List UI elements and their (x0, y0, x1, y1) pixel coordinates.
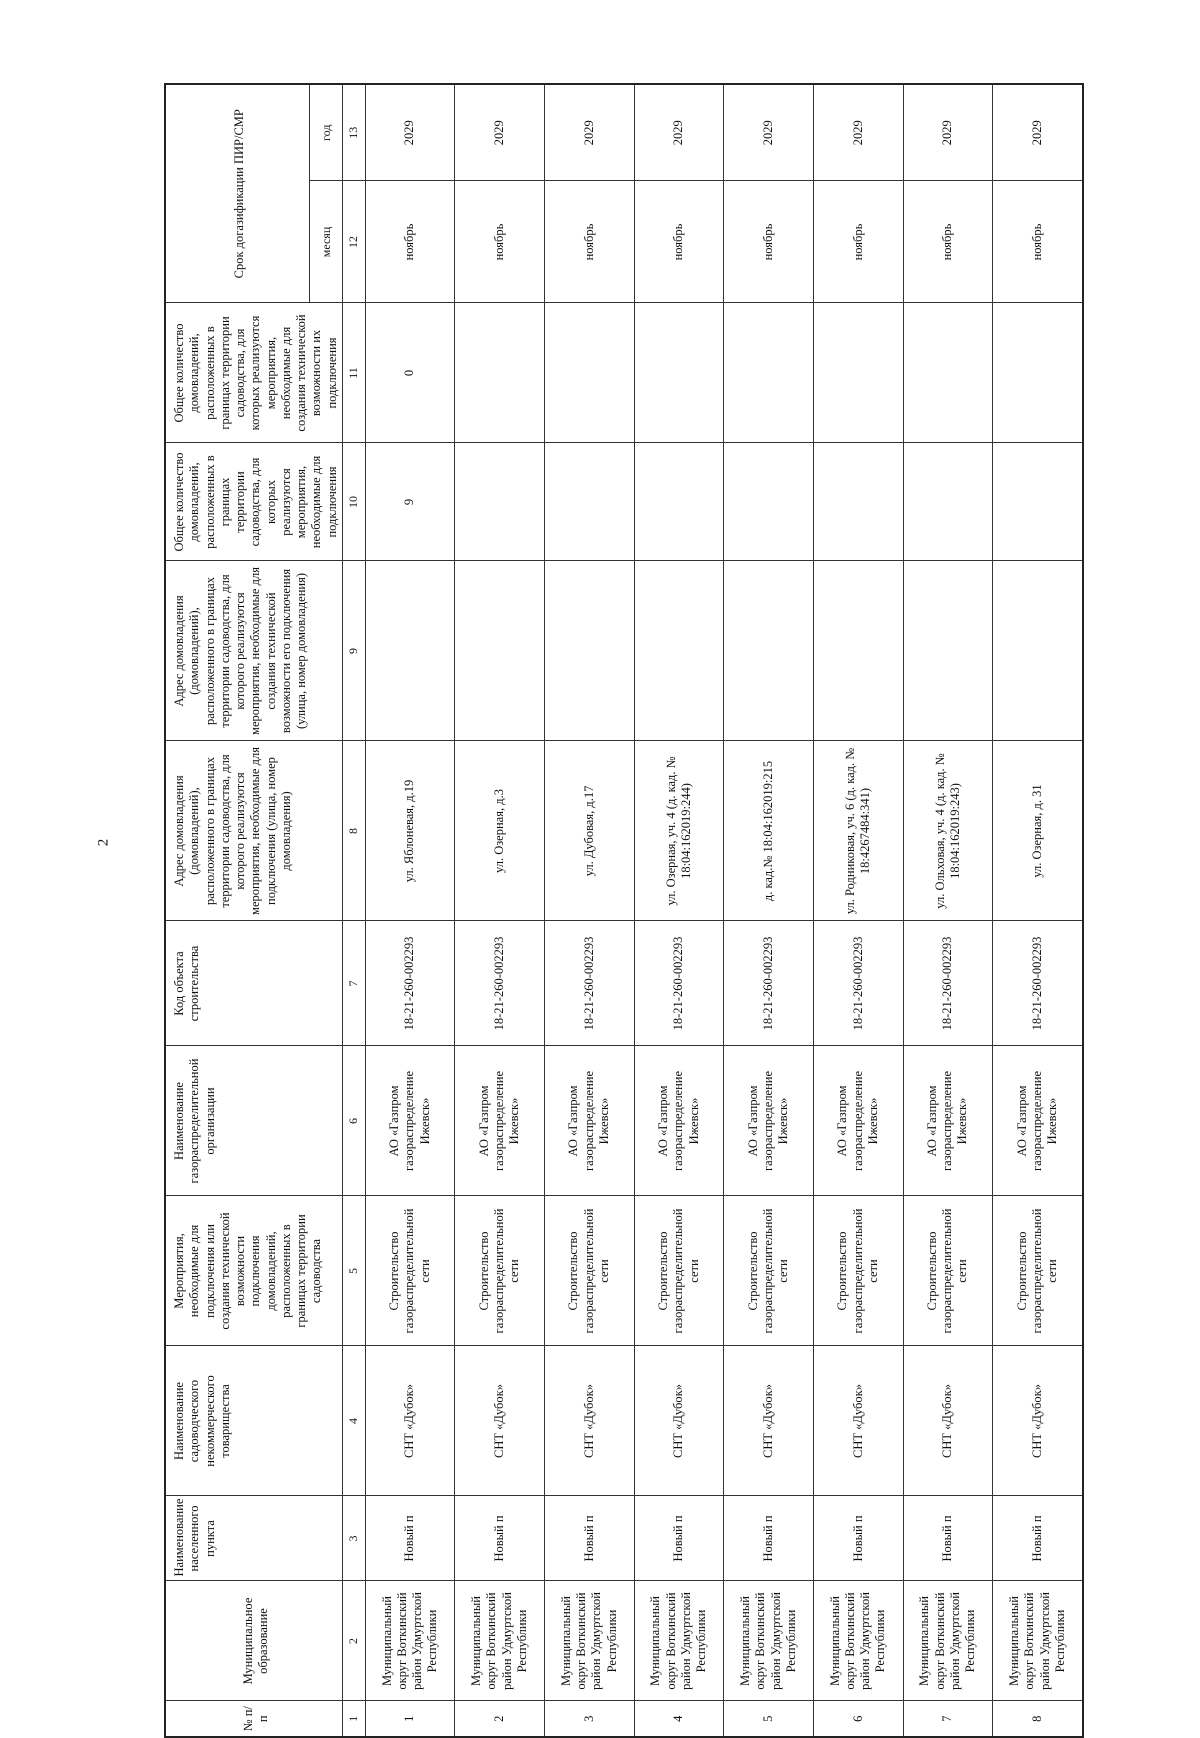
row-number: 1 (365, 1701, 455, 1737)
header-count-capability: Общее количество домовладений, расположенных в границах территории садоводства, для которых реализуются мероприятия, необходимые для создания технической возможности их подключения (165, 303, 342, 443)
row-address-connection: ул. Родниковая, уч. 6 (д. кад. № 18:4267484:341) (813, 741, 903, 921)
column-number: 3 (342, 1496, 365, 1581)
row-address-capability (545, 561, 635, 741)
row-month: ноябрь (365, 181, 455, 303)
row-month: ноябрь (634, 181, 724, 303)
row-month: ноябрь (545, 181, 635, 303)
row-year: 2029 (903, 84, 993, 181)
row-count-capability (634, 303, 724, 443)
column-number: 11 (342, 303, 365, 443)
row-gas-org: АО «Газпром газораспределение Ижевск» (903, 1046, 993, 1196)
row-settlement: Новый п (903, 1496, 993, 1581)
row-year: 2029 (455, 84, 545, 181)
header-measures: Мероприятия, необходимые для подключения или создания технической возможности подключения домовладений, расположенных в границах территории садоводства (165, 1196, 342, 1346)
row-settlement: Новый п (634, 1496, 724, 1581)
table-row (903, 84, 993, 1737)
table-row (634, 84, 724, 1737)
row-snt: СНТ «Дубок» (813, 1346, 903, 1496)
row-measure: Строительство газораспределительной сети (903, 1196, 993, 1346)
row-address-connection: ул. Яблоневая, д.19 (365, 741, 455, 921)
row-gas-org: АО «Газпром газораспределение Ижевск» (724, 1046, 814, 1196)
row-address-connection: ул. Озерная, уч. 4 (д. кад. № 18:04:162019:244) (634, 741, 724, 921)
gasification-table (164, 83, 1084, 1738)
row-address-capability (993, 561, 1083, 741)
row-address-connection: ул. Ольховая, уч. 4 (д. кад. № 18:04:162019:243) (903, 741, 993, 921)
row-settlement: Новый п (813, 1496, 903, 1581)
row-gas-org: АО «Газпром газораспределение Ижевск» (813, 1046, 903, 1196)
row-count-connection (634, 443, 724, 561)
row-count-connection (455, 443, 545, 561)
table-row (724, 84, 814, 1737)
row-number: 7 (903, 1701, 993, 1737)
header-municipality: Муниципальное образование (165, 1581, 342, 1701)
row-settlement: Новый п (455, 1496, 545, 1581)
row-measure: Строительство газораспределительной сети (455, 1196, 545, 1346)
row-municipality: Муниципальный округ Воткинский район Удмуртской Республики (993, 1581, 1083, 1701)
row-address-capability (365, 561, 455, 741)
row-municipality: Муниципальный округ Воткинский район Удмуртской Республики (545, 1581, 635, 1701)
row-year: 2029 (365, 84, 455, 181)
row-municipality: Муниципальный округ Воткинский район Удмуртской Республики (724, 1581, 814, 1701)
header-deadline: Срок догазификации ПИР/СМР (165, 84, 310, 303)
row-address-connection: ул. Дубовая, д.17 (545, 741, 635, 921)
column-number: 7 (342, 921, 365, 1046)
row-count-connection (813, 443, 903, 561)
row-number: 5 (724, 1701, 814, 1737)
row-settlement: Новый п (545, 1496, 635, 1581)
row-municipality: Муниципальный округ Воткинский район Удмуртской Республики (903, 1581, 993, 1701)
row-municipality: Муниципальный округ Воткинский район Удмуртской Республики (455, 1581, 545, 1701)
row-gas-org: АО «Газпром газораспределение Ижевск» (365, 1046, 455, 1196)
row-gas-org: АО «Газпром газораспределение Ижевск» (993, 1046, 1083, 1196)
row-year: 2029 (813, 84, 903, 181)
row-address-capability (724, 561, 814, 741)
header-address-capability: Адрес домовладения (домовладений), расположенного в границах территории садоводства, для которого реализуются мероприятия, необходимые для создания технической возможности его подключения (улица, номер домовладения) (165, 561, 342, 741)
table-row (455, 84, 545, 1737)
row-snt: СНТ «Дубок» (993, 1346, 1083, 1496)
row-number: 4 (634, 1701, 724, 1737)
row-settlement: Новый п (993, 1496, 1083, 1581)
row-count-capability (545, 303, 635, 443)
row-number: 6 (813, 1701, 903, 1737)
header-count-connection: Общее количество домовладений, расположенных в границах территории садоводства, для которых реализуются мероприятия, необходимые для подключения (165, 443, 342, 561)
row-snt: СНТ «Дубок» (545, 1346, 635, 1496)
row-count-connection (724, 443, 814, 561)
row-month: ноябрь (813, 181, 903, 303)
row-count-capability: 0 (365, 303, 455, 443)
column-number: 12 (342, 181, 365, 303)
row-municipality: Муниципальный округ Воткинский район Удмуртской Республики (365, 1581, 455, 1701)
column-number: 2 (342, 1581, 365, 1701)
table-row (993, 84, 1083, 1737)
row-address-capability (634, 561, 724, 741)
row-measure: Строительство газораспределительной сети (724, 1196, 814, 1346)
column-numbers-row (342, 84, 365, 1737)
row-object-code: 18-21-260-002293 (634, 921, 724, 1046)
row-object-code: 18-21-260-002293 (455, 921, 545, 1046)
row-count-capability (903, 303, 993, 443)
row-snt: СНТ «Дубок» (455, 1346, 545, 1496)
row-snt: СНТ «Дубок» (634, 1346, 724, 1496)
table-row (813, 84, 903, 1737)
header-month: месяц (310, 181, 342, 303)
row-count-connection (993, 443, 1083, 561)
row-municipality: Муниципальный округ Воткинский район Удмуртской Республики (634, 1581, 724, 1701)
row-address-connection: ул. Озерная, д. 31 (993, 741, 1083, 921)
header-address-connection: Адрес домовладения (домовладений), расположенного в границах территории садоводства, для которого реализуются мероприятия, необходимые для подключения (улица, номер домовладения) (165, 741, 342, 921)
row-address-capability (813, 561, 903, 741)
row-gas-org: АО «Газпром газораспределение Ижевск» (634, 1046, 724, 1196)
row-year: 2029 (724, 84, 814, 181)
column-number: 9 (342, 561, 365, 741)
row-count-capability (455, 303, 545, 443)
row-count-capability (993, 303, 1083, 443)
table-row (365, 84, 455, 1737)
row-settlement: Новый п (724, 1496, 814, 1581)
row-count-capability (813, 303, 903, 443)
header-number: № п/п (165, 1701, 342, 1737)
column-number: 5 (342, 1196, 365, 1346)
column-number: 13 (342, 84, 365, 181)
row-object-code: 18-21-260-002293 (724, 921, 814, 1046)
row-number: 8 (993, 1701, 1083, 1737)
row-year: 2029 (993, 84, 1083, 181)
row-measure: Строительство газораспределительной сети (993, 1196, 1083, 1346)
row-count-connection: 9 (365, 443, 455, 561)
row-month: ноябрь (903, 181, 993, 303)
row-settlement: Новый п (365, 1496, 455, 1581)
header-snt: Наименование садоводческого некоммерческого товарищества (165, 1346, 342, 1496)
header-settlement: Наименование населенного пункта (165, 1496, 342, 1581)
row-gas-org: АО «Газпром газораспределение Ижевск» (545, 1046, 635, 1196)
row-number: 3 (545, 1701, 635, 1737)
table-body (165, 84, 1083, 1737)
column-number: 8 (342, 741, 365, 921)
row-count-connection (903, 443, 993, 561)
row-number: 2 (455, 1701, 545, 1737)
row-object-code: 18-21-260-002293 (545, 921, 635, 1046)
column-number: 10 (342, 443, 365, 561)
row-snt: СНТ «Дубок» (903, 1346, 993, 1496)
header-object-code: Код объекта строительства (165, 921, 342, 1046)
row-snt: СНТ «Дубок» (724, 1346, 814, 1496)
row-count-capability (724, 303, 814, 443)
row-month: ноябрь (993, 181, 1083, 303)
column-number: 4 (342, 1346, 365, 1496)
row-municipality: Муниципальный округ Воткинский район Удмуртской Республики (813, 1581, 903, 1701)
row-address-capability (903, 561, 993, 741)
landscape-sheet (164, 85, 1084, 1738)
row-address-connection: д. кад.№ 18:04:162019:215 (724, 741, 814, 921)
header-row (165, 84, 310, 1737)
row-measure: Строительство газораспределительной сети (545, 1196, 635, 1346)
column-number: 1 (342, 1701, 365, 1737)
column-number: 6 (342, 1046, 365, 1196)
row-month: ноябрь (455, 181, 545, 303)
row-year: 2029 (634, 84, 724, 181)
row-snt: СНТ «Дубок» (365, 1346, 455, 1496)
header-gas-org: Наименование газораспределительной организации (165, 1046, 342, 1196)
row-object-code: 18-21-260-002293 (903, 921, 993, 1046)
row-month: ноябрь (724, 181, 814, 303)
row-address-connection: ул. Озерная, д.3 (455, 741, 545, 921)
table-row (545, 84, 635, 1737)
row-address-capability (455, 561, 545, 741)
row-year: 2029 (545, 84, 635, 181)
page-number: 2 (95, 838, 112, 847)
row-object-code: 18-21-260-002293 (365, 921, 455, 1046)
row-measure: Строительство газораспределительной сети (634, 1196, 724, 1346)
header-year: год (310, 84, 342, 181)
row-object-code: 18-21-260-002293 (813, 921, 903, 1046)
row-measure: Строительство газораспределительной сети (365, 1196, 455, 1346)
row-object-code: 18-21-260-002293 (993, 921, 1083, 1046)
row-gas-org: АО «Газпром газораспределение Ижевск» (455, 1046, 545, 1196)
row-measure: Строительство газораспределительной сети (813, 1196, 903, 1346)
row-count-connection (545, 443, 635, 561)
